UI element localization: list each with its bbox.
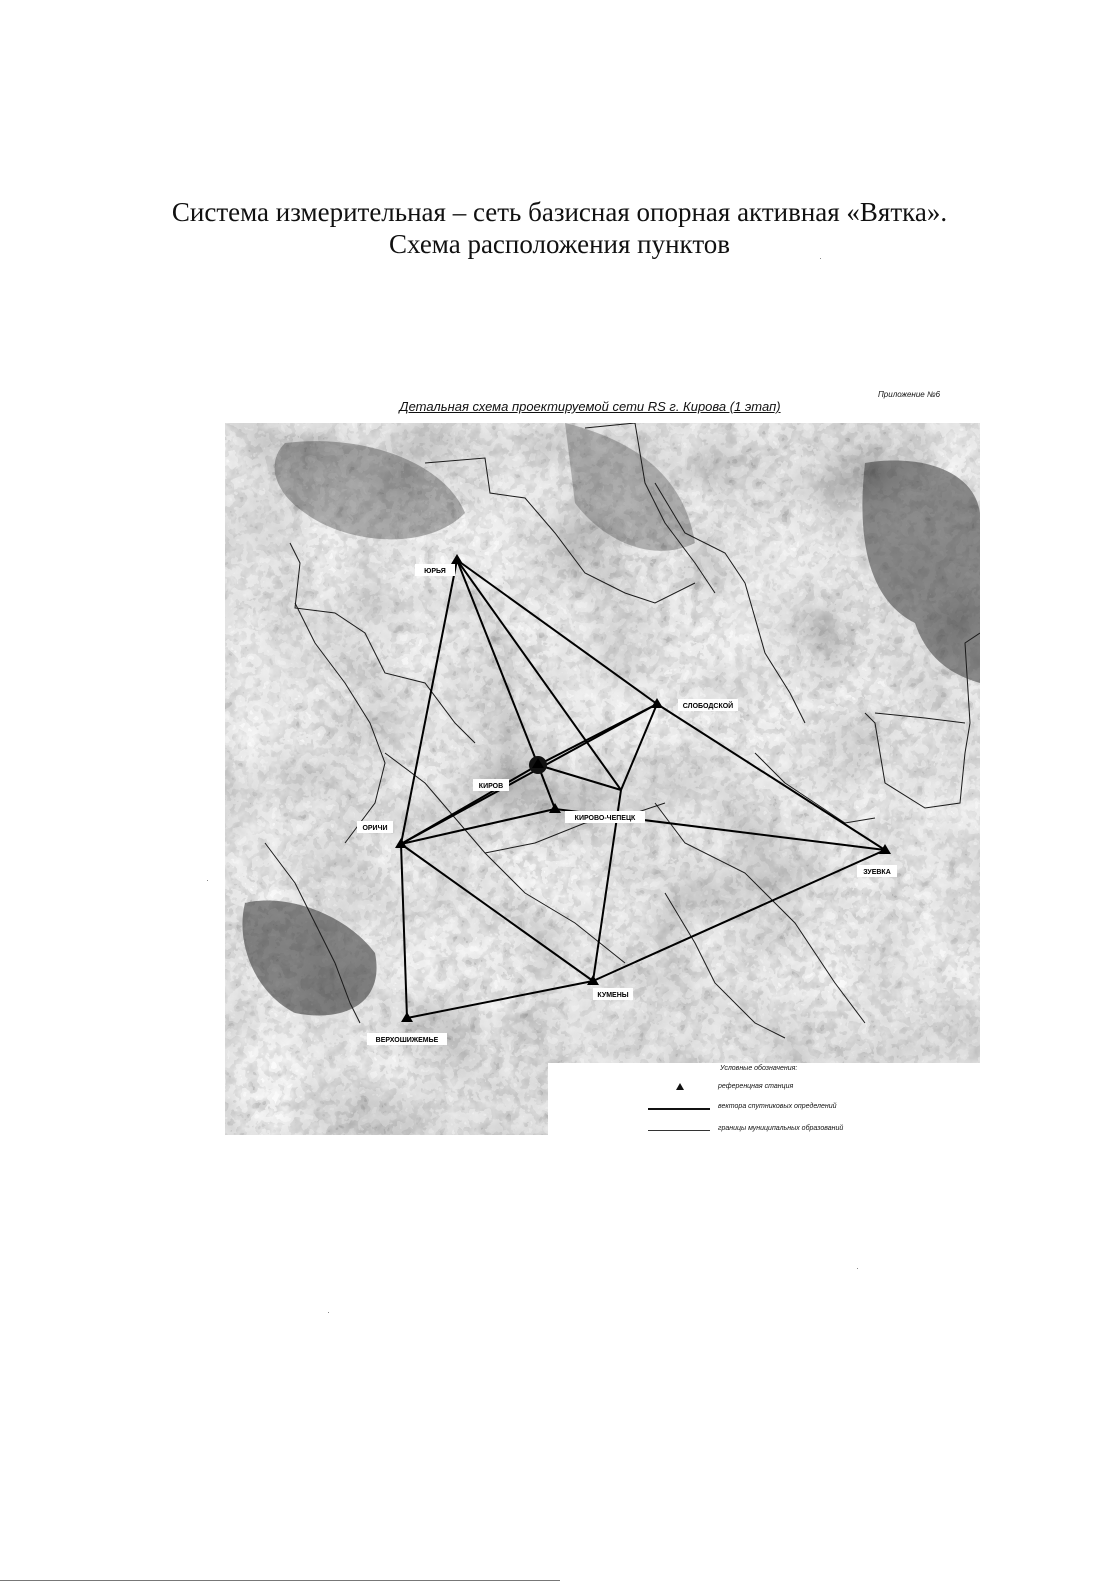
scan-edge-line <box>0 1580 560 1581</box>
scan-speck <box>857 1268 858 1269</box>
document-title-line-2: Схема расположения пунктов <box>388 229 731 259</box>
station-label: ЗУЕВКА <box>863 869 891 876</box>
station-label: ВЕРХОШИЖЕМЬЕ <box>375 1037 439 1044</box>
document-title-line-1: Система измерительная – сеть базисная опорная активная «Вятка». <box>171 197 948 227</box>
legend-item-reference-station <box>648 1083 978 1095</box>
station-label: КИРОВО-ЧЕПЕЦК <box>574 815 636 822</box>
legend-item-satellite-vectors <box>648 1103 978 1115</box>
station-label: КИРОВ <box>478 783 504 790</box>
station-label: СЛОБОДСКОЙ <box>682 703 734 710</box>
satellite-imagery <box>225 423 980 1135</box>
appendix-label: Приложение №6 <box>878 390 941 399</box>
map-caption: Детальная схема проектируемой сети RS г. Кирова (1 этап) <box>399 399 781 414</box>
legend-title: Условные обозначения: <box>720 1065 798 1072</box>
map-legend <box>548 1063 980 1145</box>
scan-speck <box>328 1312 329 1313</box>
network-map <box>225 423 980 1135</box>
station-label: КУМЕНЫ <box>597 992 629 999</box>
station-label: ОРИЧИ <box>362 825 388 832</box>
thick-line-symbol <box>648 1108 710 1110</box>
triangle-icon <box>676 1083 684 1090</box>
legend-item-municipal-boundaries <box>648 1125 978 1137</box>
station-label: ЮРЬЯ <box>424 568 446 575</box>
scan-speck <box>207 880 208 881</box>
thin-line-symbol <box>648 1130 710 1131</box>
scan-speck <box>820 258 821 259</box>
legend-item-label: референцная станция <box>718 1083 794 1090</box>
legend-item-label: границы муниципальных образований <box>718 1125 844 1132</box>
legend-item-label: вектора спутниковых определений <box>718 1103 837 1110</box>
